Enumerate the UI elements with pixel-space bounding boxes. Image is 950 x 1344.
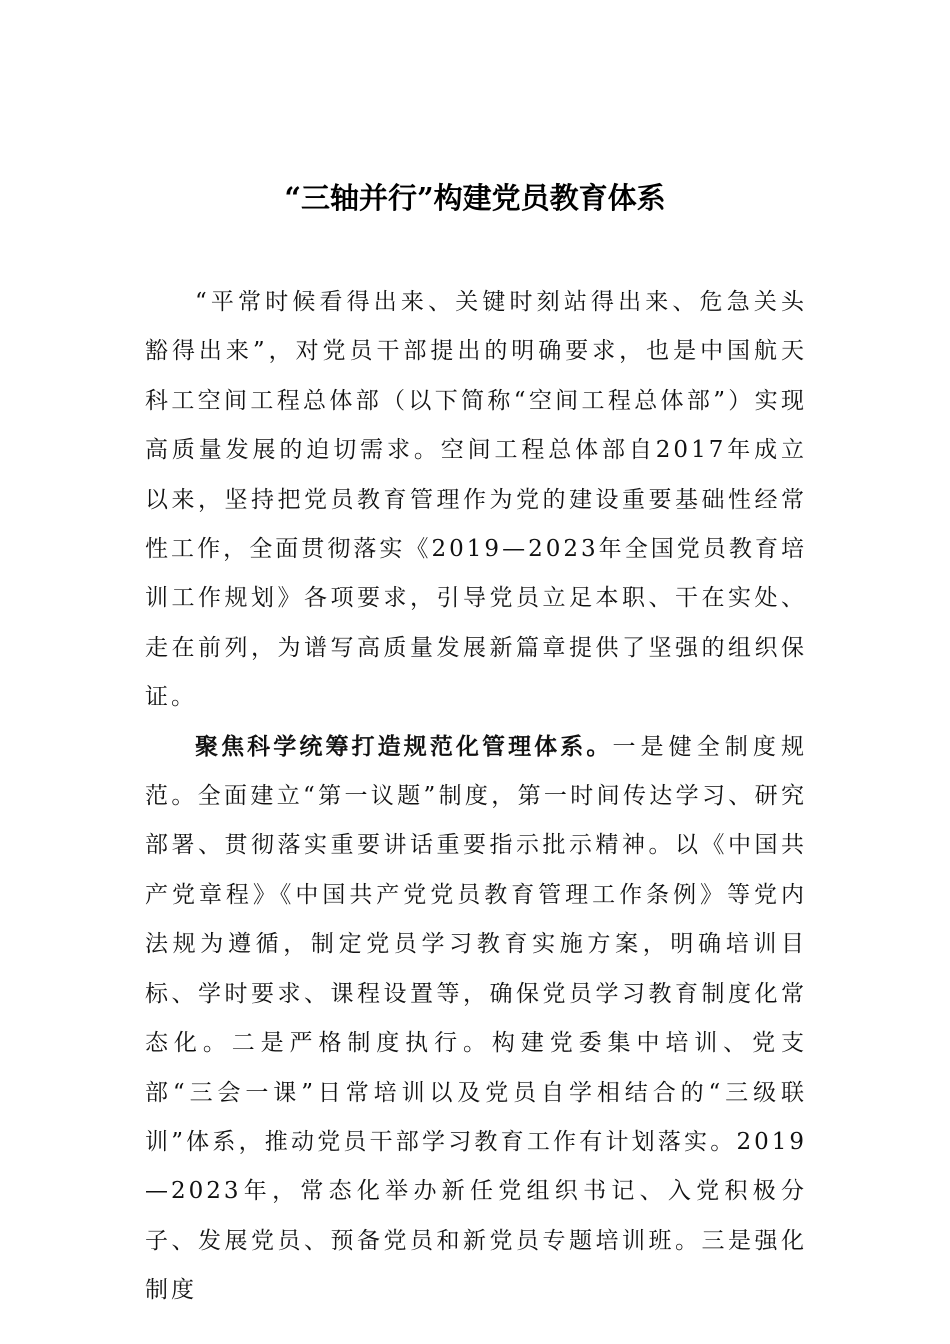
- paragraph-section-1-text: 一是健全制度规范。全面建立“第一议题”制度，第一时间传达学习、研究部署、贯彻落实重要讲话重要指示批示精神。以《中国共产党章程》《中国共产党党员教育管理工作条例》等党内法规为遵循，制定党员学习教育实施方案，明确培训目标、学时要求、课程设置等，确保党员学习教育制度化常态化。二是严格制度执行。构建党委集中培训、党支部“三会一课”日常培训以及党员自学相结合的“三级联训”体系，推动党员干部学习教育工作有计划落实。2019—2023年，常态化举办新任党组织书记、入党积极分子、发展党员、预备党员和新党员专题培训班。三是强化制度: [145, 733, 808, 1304]
- paragraph-section-1: [145, 723, 807, 1316]
- document-body: [145, 278, 807, 1316]
- document-title: “三轴并行”构建党员教育体系: [284, 181, 666, 215]
- paragraph-intro-text: “平常时候看得出来、关键时刻站得出来、危急关头豁得出来”，对党员干部提出的明确要求，也是中国航天科工空间工程总体部（以下简称“空间工程总体部”）实现高质量发展的迫切需求。空间工程总体部自2017年成立以来，坚持把党员教育管理作为党的建设重要基础性经常性工作，全面贯彻落实《2019—2023年全国党员教育培训工作规划》各项要求，引导党员立足本职、干在实处、走在前列，为谱写高质量发展新篇章提供了坚强的组织保证。: [145, 289, 807, 711]
- paragraph-intro: [145, 278, 807, 723]
- section-lead-heading: 聚焦科学统筹打造规范化管理体系。: [195, 733, 613, 760]
